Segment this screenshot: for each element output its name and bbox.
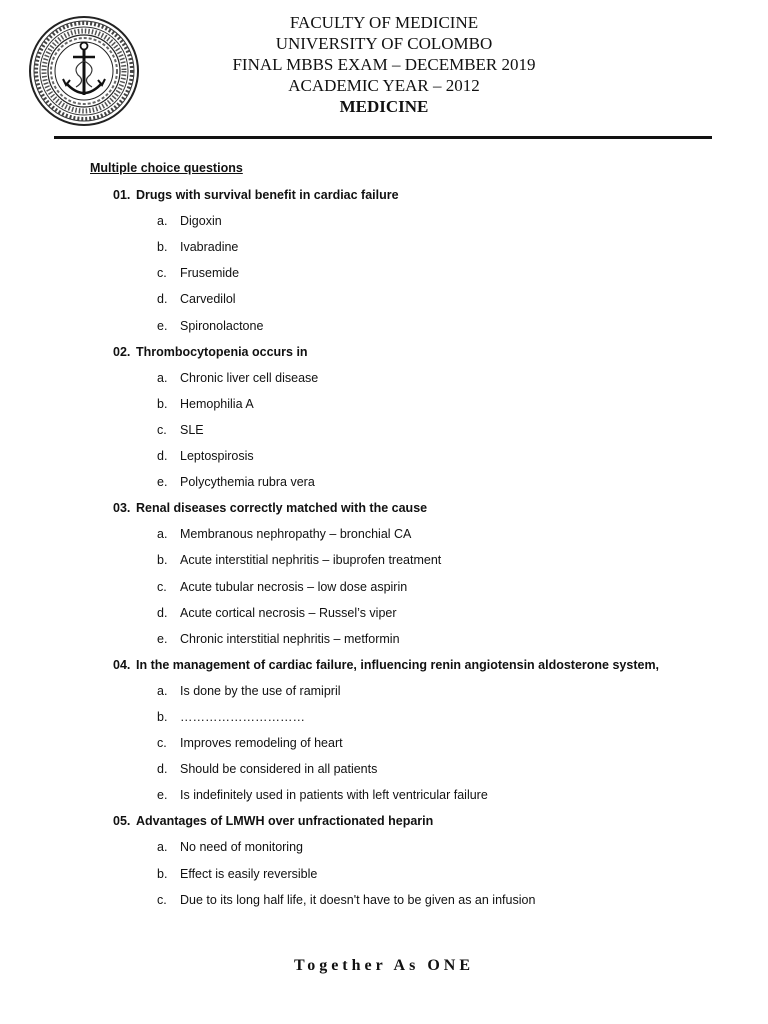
- option-2e: [157, 475, 315, 489]
- option-text: Chronic interstitial nephritis – metformin: [180, 632, 400, 646]
- option-letter: d.: [157, 292, 168, 306]
- option-text: Should be considered in all patients: [180, 762, 378, 776]
- option-4c: [157, 736, 343, 750]
- subject-title: MEDICINE: [339, 97, 429, 116]
- option-4e: [157, 788, 488, 802]
- option-letter: a.: [157, 684, 168, 698]
- option-1c: [157, 266, 239, 280]
- option-text: Spironolactone: [180, 319, 264, 333]
- option-letter: b.: [157, 240, 168, 254]
- option-letter: c.: [157, 266, 167, 280]
- option-text: …………………………: [180, 710, 305, 724]
- option-text: Acute tubular necrosis – low dose aspirin: [180, 580, 408, 594]
- exam-title: FINAL MBBS EXAM – DECEMBER 2019: [232, 55, 536, 74]
- option-text: Improves remodeling of heart: [180, 736, 343, 750]
- option-letter: b.: [157, 867, 168, 881]
- option-text: Membranous nephropathy – bronchial CA: [180, 527, 412, 541]
- option-1a: [157, 214, 222, 228]
- option-letter: c.: [157, 893, 167, 907]
- option-text: SLE: [180, 423, 204, 437]
- question-number: 01.: [113, 188, 131, 202]
- option-letter: c.: [157, 736, 167, 750]
- option-5b: [157, 867, 317, 881]
- option-3c: [157, 580, 407, 594]
- option-5c: [157, 893, 535, 907]
- option-letter: a.: [157, 214, 168, 228]
- option-letter: d.: [157, 762, 168, 776]
- question-1: [113, 188, 399, 202]
- option-3d: [157, 606, 397, 620]
- question-3: [113, 501, 427, 515]
- question-5: [113, 814, 433, 828]
- option-1b: [157, 240, 238, 254]
- option-2a: [157, 371, 318, 385]
- option-1e: [157, 319, 263, 333]
- option-letter: c.: [157, 423, 167, 437]
- question-number: 03.: [113, 501, 131, 515]
- option-text: Carvedilol: [180, 292, 236, 306]
- option-text: Acute cortical necrosis – Russel’s viper: [180, 606, 397, 620]
- header-divider: [54, 136, 712, 139]
- option-text: Acute interstitial nephritis – ibuprofen treatment: [180, 553, 442, 567]
- question-number: 02.: [113, 345, 131, 359]
- option-2b: [157, 397, 254, 411]
- option-letter: c.: [157, 580, 167, 594]
- option-3b: [157, 553, 441, 567]
- option-4d: [157, 762, 377, 776]
- question-text: Drugs with survival benefit in cardiac failure: [136, 188, 399, 202]
- option-text: Chronic liver cell disease: [180, 371, 319, 385]
- option-letter: d.: [157, 606, 168, 620]
- question-text: Advantages of LMWH over unfractionated heparin: [136, 814, 434, 828]
- question-number: 04.: [113, 658, 131, 672]
- option-text: Frusemide: [180, 266, 240, 280]
- option-2c: [157, 423, 204, 437]
- question-4: [113, 658, 659, 672]
- option-text: Ivabradine: [180, 240, 239, 254]
- exam-header: [0, 12, 768, 117]
- option-3a: [157, 527, 411, 541]
- question-text: Thrombocytopenia occurs in: [136, 345, 308, 359]
- option-text: Effect is easily reversible: [180, 867, 318, 881]
- option-text: Polycythemia rubra vera: [180, 475, 315, 489]
- academic-year: ACADEMIC YEAR – 2012: [288, 76, 480, 95]
- option-4b: [157, 710, 305, 724]
- question-text: In the management of cardiac failure, influencing renin angiotensin aldosterone system,: [136, 658, 660, 672]
- option-text: Is done by the use of ramipril: [180, 684, 341, 698]
- option-letter: d.: [157, 449, 168, 463]
- option-3e: [157, 632, 400, 646]
- option-text: Hemophilia A: [180, 397, 254, 411]
- option-letter: b.: [157, 553, 168, 567]
- option-letter: e.: [157, 632, 168, 646]
- option-text: Leptospirosis: [180, 449, 254, 463]
- option-4a: [157, 684, 341, 698]
- question-2: [113, 345, 308, 359]
- university-title: UNIVERSITY OF COLOMBO: [275, 34, 493, 53]
- option-letter: e.: [157, 319, 168, 333]
- option-text: No need of monitoring: [180, 840, 303, 854]
- option-letter: e.: [157, 475, 168, 489]
- faculty-title: FACULTY OF MEDICINE: [289, 13, 479, 32]
- option-letter: b.: [157, 397, 168, 411]
- option-letter: a.: [157, 371, 168, 385]
- question-text: Renal diseases correctly matched with the cause: [136, 501, 428, 515]
- section-title: Multiple choice questions: [90, 161, 243, 175]
- option-text: Digoxin: [180, 214, 222, 228]
- footer-motto: Together As ONE: [293, 957, 474, 974]
- option-letter: a.: [157, 527, 168, 541]
- option-1d: [157, 292, 236, 306]
- option-5a: [157, 840, 303, 854]
- question-number: 05.: [113, 814, 131, 828]
- option-2d: [157, 449, 254, 463]
- option-text: Due to its long half life, it doesn't have to be given as an infusion: [180, 893, 536, 907]
- option-text: Is indefinitely used in patients with left ventricular failure: [180, 788, 488, 802]
- option-letter: e.: [157, 788, 168, 802]
- option-letter: a.: [157, 840, 168, 854]
- option-letter: b.: [157, 710, 168, 724]
